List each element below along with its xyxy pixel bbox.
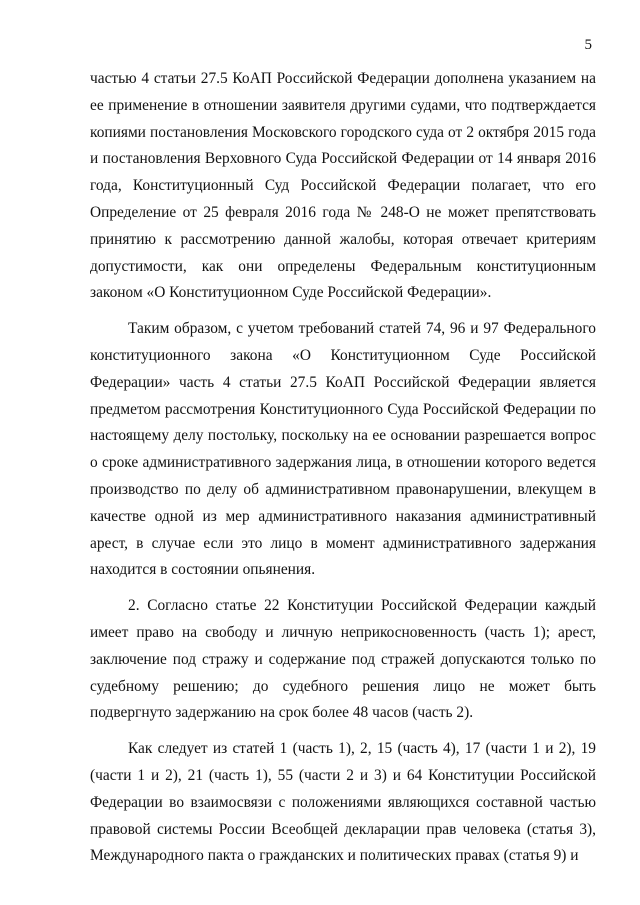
paragraph-constitution-articles: Как следует из статей 1 (часть 1), 2, 15 (часть 4), 17 (части 1 и 2), 19 (части 1 и 2), 21 (часть 1), 55 (части 2 и 3) и 64 Конституции Российской Федерации во взаимосвязи с положениями являющихся составной частью правовой системы России Всеобщей декларации прав человека (статья 3), Международного пакта о гражданских и политических правах (статья 9) и [90,740,596,865]
page-number: 5 [584,37,592,53]
paragraph-continuation: частью 4 статьи 27.5 КоАП Российской Федерации дополнена указанием на ее применение в отношении заявителя другими судами, что подтверждается копиями постановления Московского городского суда от 2 октября 2015 года и постановления Верховного Суда Российской Федерации от 14 января 2016 года, Конституционный Суд Российской Федерации полагает, что его Определение от 25 февраля 2016 года № 248-О не может препятствовать принятию к рассмотрению данной жалобы, которая отвечает критериям допустимости, как они определены Федеральным конституционным законом «О Конституционном Суде Российской Федерации». [90,70,596,302]
paragraph-article-22: 2. Согласно статье 22 Конституции Российской Федерации каждый имеет право на свободу и личную неприкосновенность (часть 1); арест, заключение под стражу и содержание под стражей допускаются только по судебному решению; до судебного решения лицо не может быть подвергнуто задержанию на срок более 48 часов (часть 2). [90,597,596,722]
paragraph-subject-of-review: Таким образом, с учетом требований статей 74, 96 и 97 Федерального конституционного закона «О Конституционном Суде Российской Федерации» часть 4 статьи 27.5 КоАП Российской Федерации является предметом рассмотрения Конституционного Суда Российской Федерации по настоящему делу постольку, поскольку на ее основании разрешается вопрос о сроке административного задержания лица, в отношении которого ведется производство по делу об административном правонарушении, влекущем в качестве одной из мер административного наказания административный арест, в случае если это лицо в момент административного задержания находится в состоянии опьянения. [90,320,596,579]
document-body [90,66,596,870]
